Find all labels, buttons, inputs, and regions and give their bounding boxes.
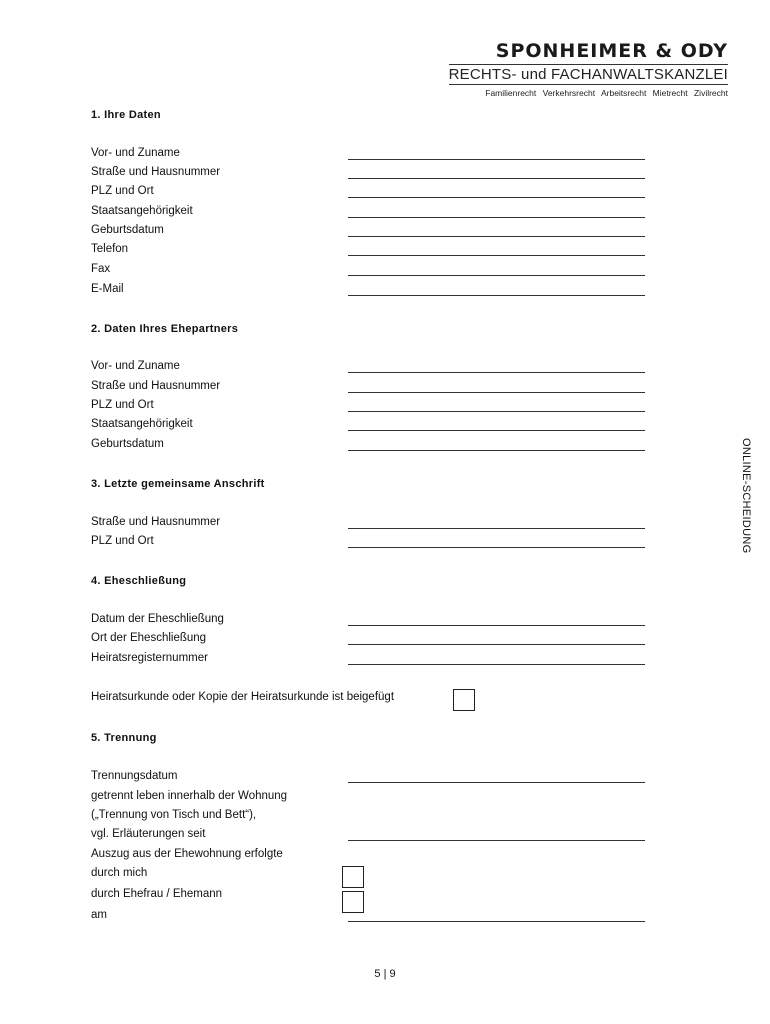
field-label: vgl. Erläuterungen seit [91,828,206,840]
field-label: Datum der Eheschließung [91,613,224,625]
text-line: getrennt leben innerhalb der Wohnung [91,790,288,802]
field-label: Geburtsdatum [91,224,164,236]
input-line-separation-date[interactable] [348,782,645,783]
input-line-last-zip-city[interactable] [348,547,645,548]
input-line-separated-since[interactable] [348,840,645,841]
field-label: Vor- und Zuname [91,147,180,159]
field-label: PLZ und Ort [91,399,154,411]
field-label: PLZ und Ort [91,535,154,547]
firm-subtitle: RECHTS- und FACHANWALTSKANZLEI [448,66,728,83]
text-line: („Trennung von Tisch und Bett“), [91,809,257,821]
input-line-partner-name[interactable] [348,372,645,373]
text-line: Auszug aus der Ehewohnung erfolgte [91,848,283,860]
field-label: Trennungsdatum [91,770,178,782]
checkbox-label: Heiratsurkunde oder Kopie der Heiratsurkunde ist beigefügt [91,691,395,703]
input-line-name[interactable] [348,159,645,160]
field-label: Staatsangehörigkeit [91,205,193,217]
field-label: Vor- und Zuname [91,360,180,372]
moved-out-by-spouse-checkbox[interactable] [342,891,364,913]
input-line-birthdate[interactable] [348,236,645,237]
input-line-partner-zip-city[interactable] [348,411,645,412]
field-label: Heiratsregisternummer [91,652,208,664]
field-label: Telefon [91,243,129,255]
field-label: Fax [91,263,111,275]
field-label: Straße und Hausnummer [91,380,221,392]
field-label: Geburtsdatum [91,438,164,450]
field-label: Straße und Hausnummer [91,516,221,528]
firm-logo [449,40,728,98]
section-title-eheschliessung: 4. Eheschließung [91,575,187,587]
input-line-street[interactable] [348,178,645,179]
input-line-last-street[interactable] [348,528,645,529]
field-label: am [91,909,107,921]
input-line-partner-birthdate[interactable] [348,450,645,451]
section-title-ehepartner: 2. Daten Ihres Ehepartners [91,323,239,335]
input-line-move-out-date[interactable] [348,921,645,922]
input-line-fax[interactable] [348,275,645,276]
input-line-partner-nationality[interactable] [348,430,645,431]
section-title-anschrift: 3. Letzte gemeinsame Anschrift [91,478,265,490]
input-line-zip-city[interactable] [348,197,645,198]
input-line-email[interactable] [348,295,645,296]
field-label: PLZ und Ort [91,185,154,197]
practice-areas: Familienrecht Verkehrsrecht Arbeitsrecht Mietrecht Zivilrecht [485,88,728,98]
section-title-trennung: 5. Trennung [91,732,157,744]
page-number: 5 | 9 [374,968,396,980]
field-label: E-Mail [91,283,124,295]
side-label: ONLINE-SCHEIDUNG [740,438,752,554]
input-line-marriage-place[interactable] [348,644,645,645]
field-label: Ort der Eheschließung [91,632,207,644]
input-line-nationality[interactable] [348,217,645,218]
section-title-ihre-daten: 1. Ihre Daten [91,109,161,121]
input-line-marriage-date[interactable] [348,625,645,626]
moved-out-by-me-checkbox[interactable] [342,866,364,888]
field-label: durch mich [91,867,148,879]
input-line-registry-number[interactable] [348,664,645,665]
input-line-phone[interactable] [348,255,645,256]
field-label: Straße und Hausnummer [91,166,221,178]
field-label: durch Ehefrau / Ehemann [91,888,223,900]
input-line-partner-street[interactable] [348,392,645,393]
certificate-attached-checkbox[interactable] [453,689,475,711]
firm-name: SPONHEIMER & ODY [495,40,728,62]
field-label: Staatsangehörigkeit [91,418,193,430]
